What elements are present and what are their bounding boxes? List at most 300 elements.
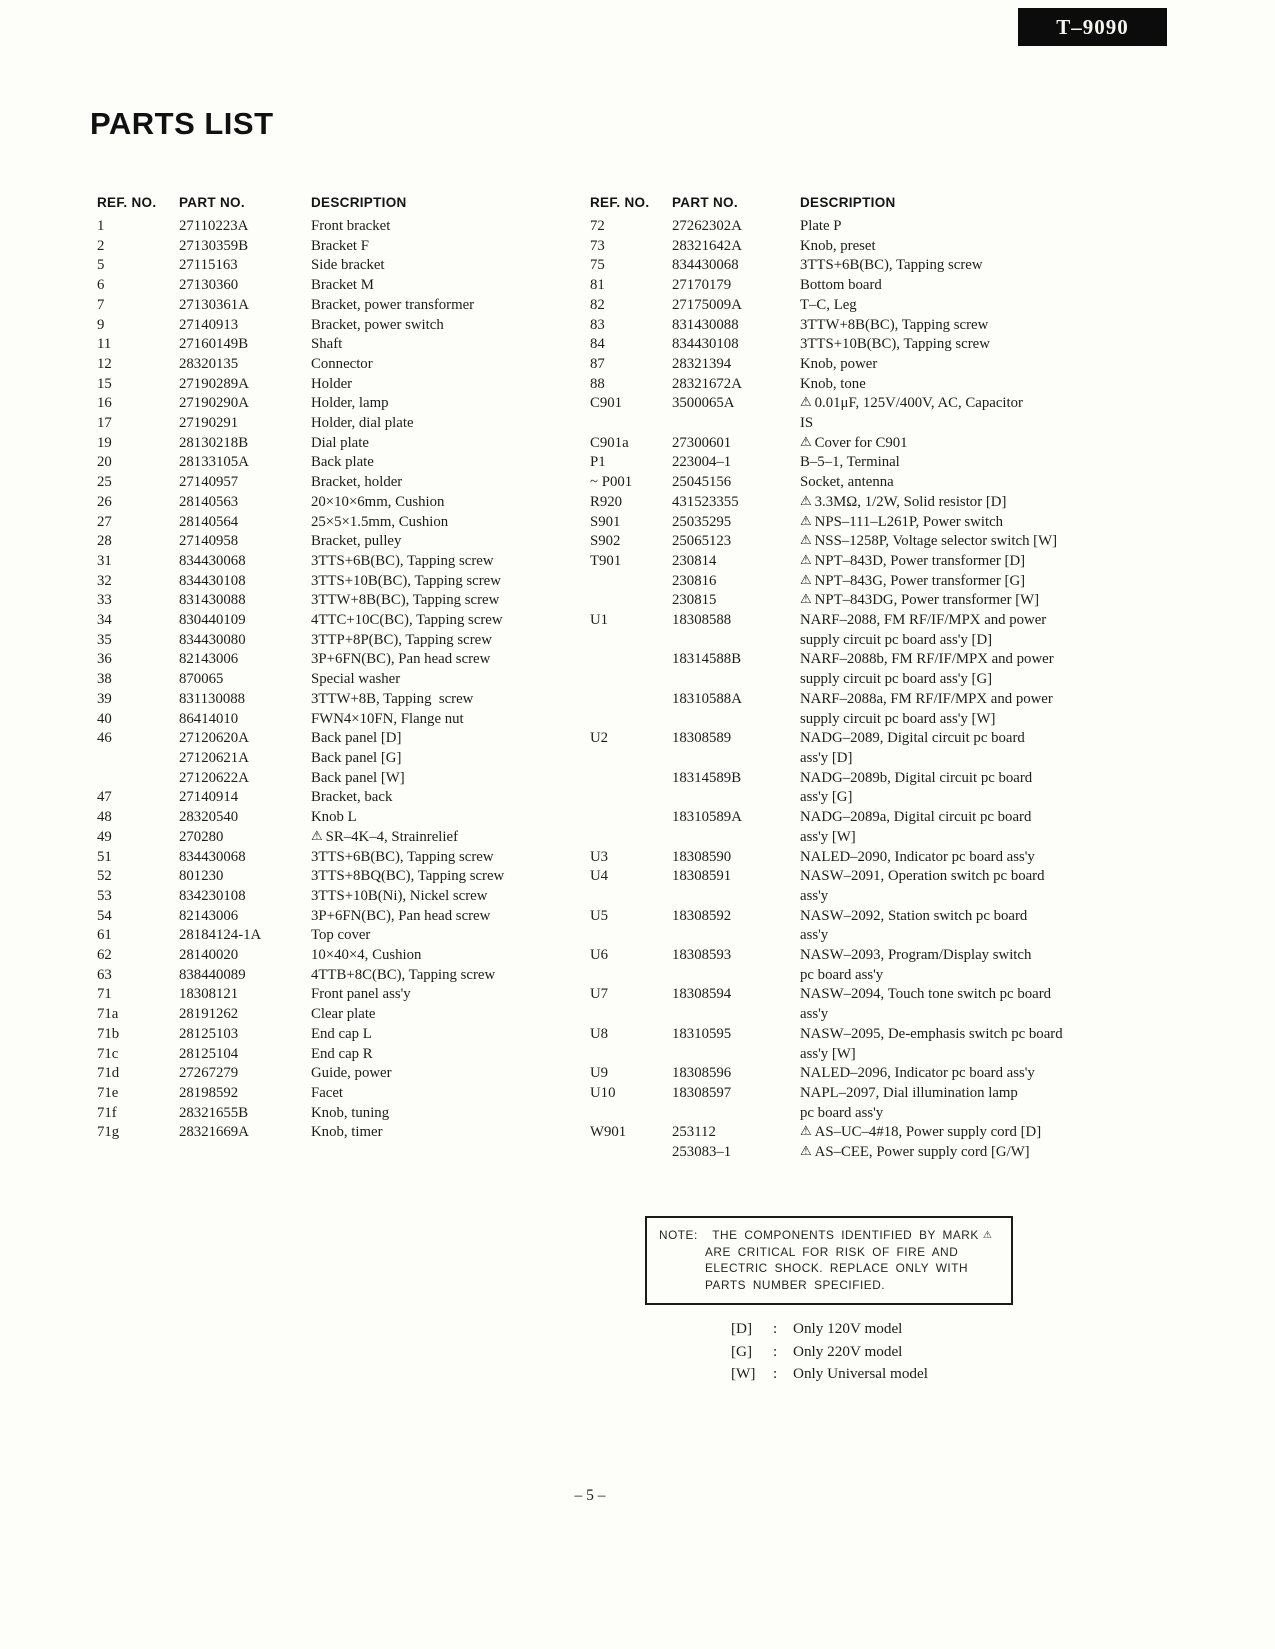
row-ref-no: 31 bbox=[97, 552, 112, 569]
caution-icon: ⚠ bbox=[800, 552, 812, 568]
table-row bbox=[97, 513, 575, 533]
row-ref-no: R920 bbox=[590, 493, 623, 510]
row-part-no: 27120621A bbox=[179, 749, 249, 766]
row-ref-no: 48 bbox=[97, 809, 112, 826]
row-ref-no: C901a bbox=[590, 434, 629, 451]
row-part-no: 27110223A bbox=[179, 218, 249, 234]
row-description: ⚠ AS–UC–4#18, Power supply cord [D] bbox=[800, 1124, 1042, 1141]
row-description: T–C, Leg bbox=[800, 296, 857, 313]
safety-note-box bbox=[645, 1216, 1013, 1305]
table-row bbox=[97, 966, 575, 986]
table-row bbox=[590, 335, 1190, 355]
legend-separator: : bbox=[773, 1342, 778, 1360]
table-row bbox=[590, 1084, 1190, 1123]
legend-item bbox=[731, 1318, 928, 1341]
table-row bbox=[590, 453, 1190, 473]
row-ref-no: 81 bbox=[590, 277, 605, 294]
row-ref-no bbox=[97, 769, 179, 789]
row-ref-no: 9 bbox=[97, 316, 105, 333]
row-description: NASW–2091, Operation switch pc board ass'y bbox=[800, 868, 1045, 904]
row-ref-no: 71f bbox=[97, 1104, 117, 1121]
caution-icon: ⚠ bbox=[800, 434, 812, 450]
row-ref-no: 27 bbox=[97, 513, 112, 530]
row-description: Knob, preset bbox=[800, 237, 876, 254]
row-ref-no: 40 bbox=[97, 710, 112, 727]
row-description: ⚠ SR–4K–4, Strainrelief bbox=[311, 828, 458, 845]
row-description: Clear plate bbox=[311, 1006, 376, 1023]
table-row bbox=[590, 552, 1190, 572]
row-part-no: 834430108 bbox=[179, 572, 246, 589]
row-part-no: 27130360 bbox=[179, 277, 239, 294]
row-description: Back panel [W] bbox=[311, 769, 405, 786]
row-description: Knob, tone bbox=[800, 375, 866, 392]
caution-icon: ⚠ bbox=[800, 513, 812, 529]
table-row bbox=[97, 1064, 575, 1084]
row-part-no: 431523355 bbox=[672, 493, 739, 510]
row-part-no: 25065123 bbox=[672, 533, 732, 550]
table-row bbox=[97, 591, 575, 611]
row-ref-no: U8 bbox=[590, 1025, 609, 1042]
row-ref-no: 63 bbox=[97, 966, 112, 983]
row-ref-no: 71g bbox=[97, 1124, 120, 1141]
row-ref-no: 47 bbox=[97, 789, 112, 806]
table-row bbox=[97, 394, 575, 414]
table-header-left bbox=[97, 195, 575, 210]
row-part-no: 27190291 bbox=[179, 415, 239, 432]
row-part-no: 270280 bbox=[179, 828, 224, 845]
legend-description: Only 220V model bbox=[793, 1342, 903, 1360]
row-ref-no: 7 bbox=[97, 296, 105, 313]
row-part-no: 18308596 bbox=[672, 1065, 732, 1082]
row-ref-no: U6 bbox=[590, 947, 609, 964]
row-description: Knob L bbox=[311, 809, 357, 826]
row-description: End cap R bbox=[311, 1045, 373, 1062]
note-text-line: ELECTRIC SHOCK. REPLACE ONLY WITH bbox=[705, 1261, 969, 1275]
row-description: ⚠ 0.01μF, 125V/400V, AC, Capacitor IS bbox=[800, 395, 1023, 432]
row-part-no: 27115163 bbox=[179, 257, 238, 274]
row-part-no: 834430108 bbox=[672, 336, 739, 353]
table-row bbox=[590, 493, 1190, 513]
row-part-no: 27140914 bbox=[179, 789, 239, 806]
row-part-no: 28125104 bbox=[179, 1045, 239, 1062]
row-ref-no bbox=[590, 650, 672, 689]
legend-separator: : bbox=[773, 1320, 778, 1337]
caution-icon: ⚠ bbox=[800, 493, 812, 509]
row-part-no: 18308593 bbox=[672, 947, 732, 964]
row-description: 3TTW+8B(BC), Tapping screw bbox=[311, 592, 500, 609]
row-description: Bracket, power transformer bbox=[311, 296, 475, 313]
row-description: Back panel [G] bbox=[311, 749, 402, 766]
row-description: 3TTS+8BQ(BC), Tapping screw bbox=[311, 868, 505, 885]
row-ref-no: 36 bbox=[97, 651, 112, 668]
table-row bbox=[590, 611, 1190, 650]
model-legend-items bbox=[731, 1318, 928, 1386]
table-row bbox=[590, 256, 1190, 276]
row-description: Dial plate bbox=[311, 434, 369, 451]
row-description: 3TTS+6B(BC), Tapping screw bbox=[800, 257, 983, 274]
row-ref-no: 84 bbox=[590, 336, 605, 353]
row-ref-no: 51 bbox=[97, 848, 112, 865]
row-description: Bracket, pulley bbox=[311, 533, 402, 550]
row-part-no: 18314589B bbox=[672, 769, 742, 786]
table-row bbox=[97, 1025, 575, 1045]
table-row bbox=[97, 828, 575, 848]
table-row bbox=[97, 552, 575, 572]
row-description: NAPL–2097, Dial illumination lamp pc board ass'y bbox=[800, 1084, 1018, 1121]
row-description: NASW–2093, Program/Display switch pc board ass'y bbox=[800, 947, 1032, 983]
table-row bbox=[97, 276, 575, 296]
row-part-no: 831430088 bbox=[672, 316, 739, 333]
table-row bbox=[590, 276, 1190, 296]
row-part-no: 28320135 bbox=[179, 355, 239, 372]
row-ref-no: 73 bbox=[590, 237, 605, 254]
row-ref-no: 49 bbox=[97, 828, 112, 845]
row-ref-no: 46 bbox=[97, 730, 112, 747]
row-ref-no bbox=[590, 690, 672, 729]
table-row bbox=[590, 217, 1190, 237]
row-description: 3TTS+10B(BC), Tapping screw bbox=[311, 572, 501, 589]
row-ref-no: 61 bbox=[97, 927, 112, 944]
table-row bbox=[97, 690, 575, 710]
column-header-ref: REF. NO. bbox=[590, 195, 650, 210]
row-description: 25×5×1.5mm, Cushion bbox=[311, 513, 449, 530]
caution-icon: ⚠ bbox=[800, 572, 812, 588]
row-description: ⚠ Cover for C901 bbox=[800, 434, 908, 451]
page-number: – 5 – bbox=[574, 1487, 606, 1504]
legend-description: Only 120V model bbox=[793, 1320, 903, 1337]
table-body-right bbox=[590, 217, 1190, 1163]
row-ref-no bbox=[590, 808, 672, 847]
row-description: 10×40×4, Cushion bbox=[311, 947, 422, 964]
row-description: 3TTS+10B(Ni), Nickel screw bbox=[311, 887, 488, 904]
table-row bbox=[590, 591, 1190, 611]
row-part-no: 27140913 bbox=[179, 316, 239, 333]
row-part-no: 28321669A bbox=[179, 1124, 249, 1141]
table-row bbox=[97, 769, 575, 789]
row-ref-no: 1 bbox=[97, 218, 105, 234]
table-row bbox=[97, 808, 575, 828]
caution-icon: ⚠ bbox=[982, 1230, 993, 1241]
row-description: Bottom board bbox=[800, 277, 882, 294]
row-part-no: 28191262 bbox=[179, 1006, 239, 1023]
table-row bbox=[97, 788, 575, 808]
row-part-no: 82143006 bbox=[179, 651, 239, 668]
row-ref-no: 71e bbox=[97, 1084, 119, 1101]
row-ref-no: 52 bbox=[97, 868, 112, 885]
table-row bbox=[590, 1025, 1190, 1064]
row-ref-no: U7 bbox=[590, 986, 609, 1003]
table-row bbox=[590, 769, 1190, 808]
row-description: NALED–2096, Indicator pc board ass'y bbox=[800, 1065, 1035, 1082]
model-number: T–9090 bbox=[1056, 14, 1129, 39]
row-part-no: 86414010 bbox=[179, 710, 239, 727]
row-part-no: 28321655B bbox=[179, 1104, 249, 1121]
row-part-no: 28130218B bbox=[179, 434, 249, 451]
row-description: NARF–2088, FM RF/IF/MPX and power supply circuit pc board ass'y [D] bbox=[800, 612, 1047, 648]
row-description: 3P+6FN(BC), Pan head screw bbox=[311, 651, 491, 668]
row-part-no: 27130359B bbox=[179, 237, 249, 254]
legend-key: [W] bbox=[731, 1365, 756, 1382]
row-part-no: 18310595 bbox=[672, 1025, 732, 1042]
table-row bbox=[97, 217, 575, 237]
table-row bbox=[590, 985, 1190, 1024]
row-description: Holder bbox=[311, 375, 353, 392]
row-part-no: 27262302A bbox=[672, 218, 742, 234]
row-ref-no: 2 bbox=[97, 237, 105, 254]
row-part-no: 18310589A bbox=[672, 809, 742, 826]
row-part-no: 28320540 bbox=[179, 809, 239, 826]
row-description: Facet bbox=[311, 1084, 344, 1101]
row-part-no: 253112 bbox=[672, 1124, 716, 1141]
legend-item bbox=[731, 1363, 928, 1386]
row-part-no: 82143006 bbox=[179, 907, 239, 924]
row-part-no: 831130088 bbox=[179, 690, 246, 707]
row-ref-no: 12 bbox=[97, 355, 112, 372]
table-row bbox=[590, 808, 1190, 847]
table-row bbox=[590, 650, 1190, 689]
row-description: ⚠ NSS–1258P, Voltage selector switch [W] bbox=[800, 533, 1058, 550]
row-description: Shaft bbox=[311, 336, 343, 353]
row-ref-no: 34 bbox=[97, 612, 112, 629]
row-ref-no: 6 bbox=[97, 277, 105, 294]
row-part-no: 838440089 bbox=[179, 966, 246, 983]
table-row bbox=[97, 887, 575, 907]
row-ref-no: U9 bbox=[590, 1065, 609, 1082]
table-row bbox=[97, 985, 575, 1005]
row-ref-no bbox=[590, 1143, 672, 1163]
row-description: Guide, power bbox=[311, 1065, 392, 1082]
column-header-desc: DESCRIPTION bbox=[311, 195, 407, 210]
table-row bbox=[97, 1104, 575, 1124]
row-part-no: 27190290A bbox=[179, 395, 249, 412]
row-ref-no: 16 bbox=[97, 395, 112, 412]
legend-key: [G] bbox=[731, 1342, 753, 1360]
row-part-no: 27175009A bbox=[672, 296, 742, 313]
table-row bbox=[590, 867, 1190, 906]
row-ref-no: 83 bbox=[590, 316, 605, 333]
row-part-no: 28140020 bbox=[179, 947, 239, 964]
row-description: NARF–2088b, FM RF/IF/MPX and power supply circuit pc board ass'y [G] bbox=[800, 651, 1054, 688]
row-description: NADG–2089a, Digital circuit pc board ass'y [W] bbox=[800, 809, 1032, 845]
row-part-no: 27140957 bbox=[179, 474, 239, 491]
table-row bbox=[97, 473, 575, 493]
row-description: 4TTC+10C(BC), Tapping screw bbox=[311, 612, 503, 629]
table-row bbox=[590, 729, 1190, 768]
row-description: 3P+6FN(BC), Pan head screw bbox=[311, 907, 491, 924]
safety-note-text bbox=[659, 1227, 1001, 1293]
row-description: ⚠ AS–CEE, Power supply cord [G/W] bbox=[800, 1144, 1030, 1161]
row-ref-no: ~ P001 bbox=[590, 474, 633, 491]
caution-icon: ⚠ bbox=[800, 533, 812, 549]
table-row bbox=[590, 394, 1190, 433]
row-part-no: 27120620A bbox=[179, 730, 249, 747]
table-row bbox=[97, 611, 575, 631]
row-part-no: 18310588A bbox=[672, 690, 742, 707]
table-row bbox=[97, 946, 575, 966]
row-ref-no: 39 bbox=[97, 690, 112, 707]
row-description: Connector bbox=[311, 355, 373, 372]
row-description: NASW–2094, Touch tone switch pc board ass'y bbox=[800, 986, 1052, 1023]
row-ref-no: S902 bbox=[590, 533, 621, 550]
caution-icon: ⚠ bbox=[800, 592, 812, 608]
model-legend bbox=[731, 1318, 928, 1386]
table-row bbox=[97, 434, 575, 454]
table-row bbox=[590, 1143, 1190, 1163]
row-ref-no bbox=[590, 769, 672, 808]
table-row bbox=[97, 493, 575, 513]
row-ref-no bbox=[590, 591, 672, 611]
row-part-no: 834430068 bbox=[672, 257, 739, 274]
row-ref-no: 5 bbox=[97, 257, 105, 274]
row-ref-no: 11 bbox=[97, 336, 112, 353]
row-part-no: 253083–1 bbox=[672, 1144, 732, 1161]
row-part-no: 801230 bbox=[179, 868, 224, 885]
model-number-badge bbox=[1018, 8, 1167, 46]
table-row bbox=[97, 1045, 575, 1065]
row-ref-no: P1 bbox=[590, 454, 606, 471]
row-description: 20×10×6mm, Cushion bbox=[311, 493, 445, 510]
table-row bbox=[590, 237, 1190, 257]
table-row bbox=[97, 237, 575, 257]
row-description: 3TTW+8B(BC), Tapping screw bbox=[800, 316, 989, 333]
parts-table-left bbox=[97, 195, 575, 1143]
row-description: Top cover bbox=[311, 927, 371, 944]
row-ref-no: 88 bbox=[590, 375, 605, 392]
table-row bbox=[590, 946, 1190, 985]
table-row bbox=[97, 1005, 575, 1025]
row-part-no: 27140958 bbox=[179, 533, 239, 550]
table-row bbox=[590, 907, 1190, 946]
row-ref-no: 28 bbox=[97, 533, 112, 550]
row-part-no: 834230108 bbox=[179, 887, 246, 904]
handwritten-check-mark: ~ bbox=[590, 474, 602, 491]
row-ref-no: U1 bbox=[590, 612, 609, 629]
row-part-no: 834430068 bbox=[179, 848, 246, 865]
row-part-no: 18308589 bbox=[672, 730, 732, 747]
row-description: NARF–2088a, FM RF/IF/MPX and power supply circuit pc board ass'y [W] bbox=[800, 690, 1053, 727]
table-row bbox=[590, 532, 1190, 552]
legend-key: [D] bbox=[731, 1320, 753, 1337]
row-description: Back panel [D] bbox=[311, 730, 402, 747]
row-part-no: 18308588 bbox=[672, 612, 732, 629]
row-part-no: 870065 bbox=[179, 671, 224, 688]
row-ref-no: U4 bbox=[590, 868, 609, 885]
row-part-no: 27300601 bbox=[672, 434, 732, 451]
table-row bbox=[590, 572, 1190, 592]
row-ref-no: 71c bbox=[97, 1045, 119, 1062]
row-part-no: 18308121 bbox=[179, 986, 239, 1003]
row-description: NADG–2089, Digital circuit pc board ass'y [D] bbox=[800, 730, 1025, 766]
row-part-no: 27170179 bbox=[672, 277, 732, 294]
row-description: 3TTP+8P(BC), Tapping screw bbox=[311, 631, 492, 648]
row-description: NASW–2095, De-emphasis switch pc board ass'y [W] bbox=[800, 1025, 1063, 1062]
row-part-no: 230815 bbox=[672, 592, 717, 609]
table-row bbox=[590, 355, 1190, 375]
row-description: Bracket F bbox=[311, 237, 369, 254]
caution-icon: ⚠ bbox=[311, 828, 323, 844]
row-description: Special washer bbox=[311, 671, 401, 688]
row-ref-no: 75 bbox=[590, 257, 605, 274]
row-part-no: 28321642A bbox=[672, 237, 742, 254]
table-row bbox=[590, 513, 1190, 533]
table-row bbox=[97, 710, 575, 730]
row-part-no: 834430080 bbox=[179, 631, 246, 648]
row-ref-no: 35 bbox=[97, 631, 112, 648]
table-row bbox=[97, 414, 575, 434]
row-ref-no: U2 bbox=[590, 730, 609, 747]
row-part-no: 28125103 bbox=[179, 1025, 239, 1042]
row-part-no: 28133105A bbox=[179, 454, 249, 471]
row-description: End cap L bbox=[311, 1025, 372, 1042]
row-description: NALED–2090, Indicator pc board ass'y bbox=[800, 848, 1035, 865]
legend-separator: : bbox=[773, 1365, 778, 1382]
row-ref-no: 71a bbox=[97, 1006, 119, 1023]
table-row bbox=[590, 690, 1190, 729]
column-header-desc: DESCRIPTION bbox=[800, 195, 896, 210]
row-description: Front bracket bbox=[311, 218, 391, 234]
row-part-no: 18308591 bbox=[672, 868, 732, 885]
row-part-no: 27120622A bbox=[179, 769, 249, 786]
row-description: B–5–1, Terminal bbox=[800, 454, 900, 471]
row-part-no: 18308594 bbox=[672, 986, 732, 1003]
row-part-no: 27267279 bbox=[179, 1065, 239, 1082]
row-ref-no: 54 bbox=[97, 907, 112, 924]
row-part-no: 28321394 bbox=[672, 355, 732, 372]
row-description: NADG–2089b, Digital circuit pc board ass'y [G] bbox=[800, 769, 1033, 806]
row-ref-no: T901 bbox=[590, 552, 622, 569]
row-description: ⚠ NPT–843D, Power transformer [D] bbox=[800, 552, 1026, 569]
note-text-line: NOTE: THE COMPONENTS IDENTIFIED BY MARK ⚠ bbox=[659, 1228, 993, 1242]
table-body-left bbox=[97, 217, 575, 1143]
table-row bbox=[97, 316, 575, 336]
table-row bbox=[97, 335, 575, 355]
page-title: PARTS LIST bbox=[90, 106, 274, 141]
table-row bbox=[97, 355, 575, 375]
row-ref-no: U5 bbox=[590, 907, 609, 924]
row-description: 3TTS+6B(BC), Tapping screw bbox=[311, 552, 494, 569]
row-description: 3TTS+6B(BC), Tapping screw bbox=[311, 848, 494, 865]
row-part-no: 27190289A bbox=[179, 375, 249, 392]
table-row bbox=[97, 650, 575, 670]
table-row bbox=[590, 848, 1190, 868]
row-ref-no: 25 bbox=[97, 474, 112, 491]
row-description: ⚠ 3.3MΩ, 1/2W, Solid resistor [D] bbox=[800, 493, 1007, 510]
caution-icon: ⚠ bbox=[800, 1144, 812, 1160]
table-row bbox=[97, 670, 575, 690]
row-description: 3TTW+8B, Tapping screw bbox=[311, 690, 474, 707]
row-ref-no: 19 bbox=[97, 434, 112, 451]
row-description: ⚠ NPS–111–L261P, Power switch bbox=[800, 513, 1004, 530]
row-description: Knob, tuning bbox=[311, 1104, 390, 1121]
legend-description: Only Universal model bbox=[793, 1365, 928, 1382]
table-row bbox=[97, 572, 575, 592]
legend-item bbox=[731, 1341, 928, 1364]
row-part-no: 230814 bbox=[672, 552, 717, 569]
row-part-no: 18314588B bbox=[672, 651, 742, 668]
row-ref-no: 72 bbox=[590, 218, 605, 234]
row-ref-no: 53 bbox=[97, 887, 112, 904]
row-part-no: 27160149B bbox=[179, 336, 249, 353]
note-text-line: PARTS NUMBER SPECIFIED. bbox=[705, 1277, 886, 1292]
table-row bbox=[97, 296, 575, 316]
table-row bbox=[590, 316, 1190, 336]
row-part-no: 28184124-1A bbox=[179, 927, 262, 944]
table-row bbox=[97, 256, 575, 276]
row-part-no: 28140564 bbox=[179, 513, 239, 530]
row-part-no: 28140563 bbox=[179, 493, 239, 510]
row-ref-no: 26 bbox=[97, 493, 112, 510]
row-description: Back plate bbox=[311, 454, 374, 471]
